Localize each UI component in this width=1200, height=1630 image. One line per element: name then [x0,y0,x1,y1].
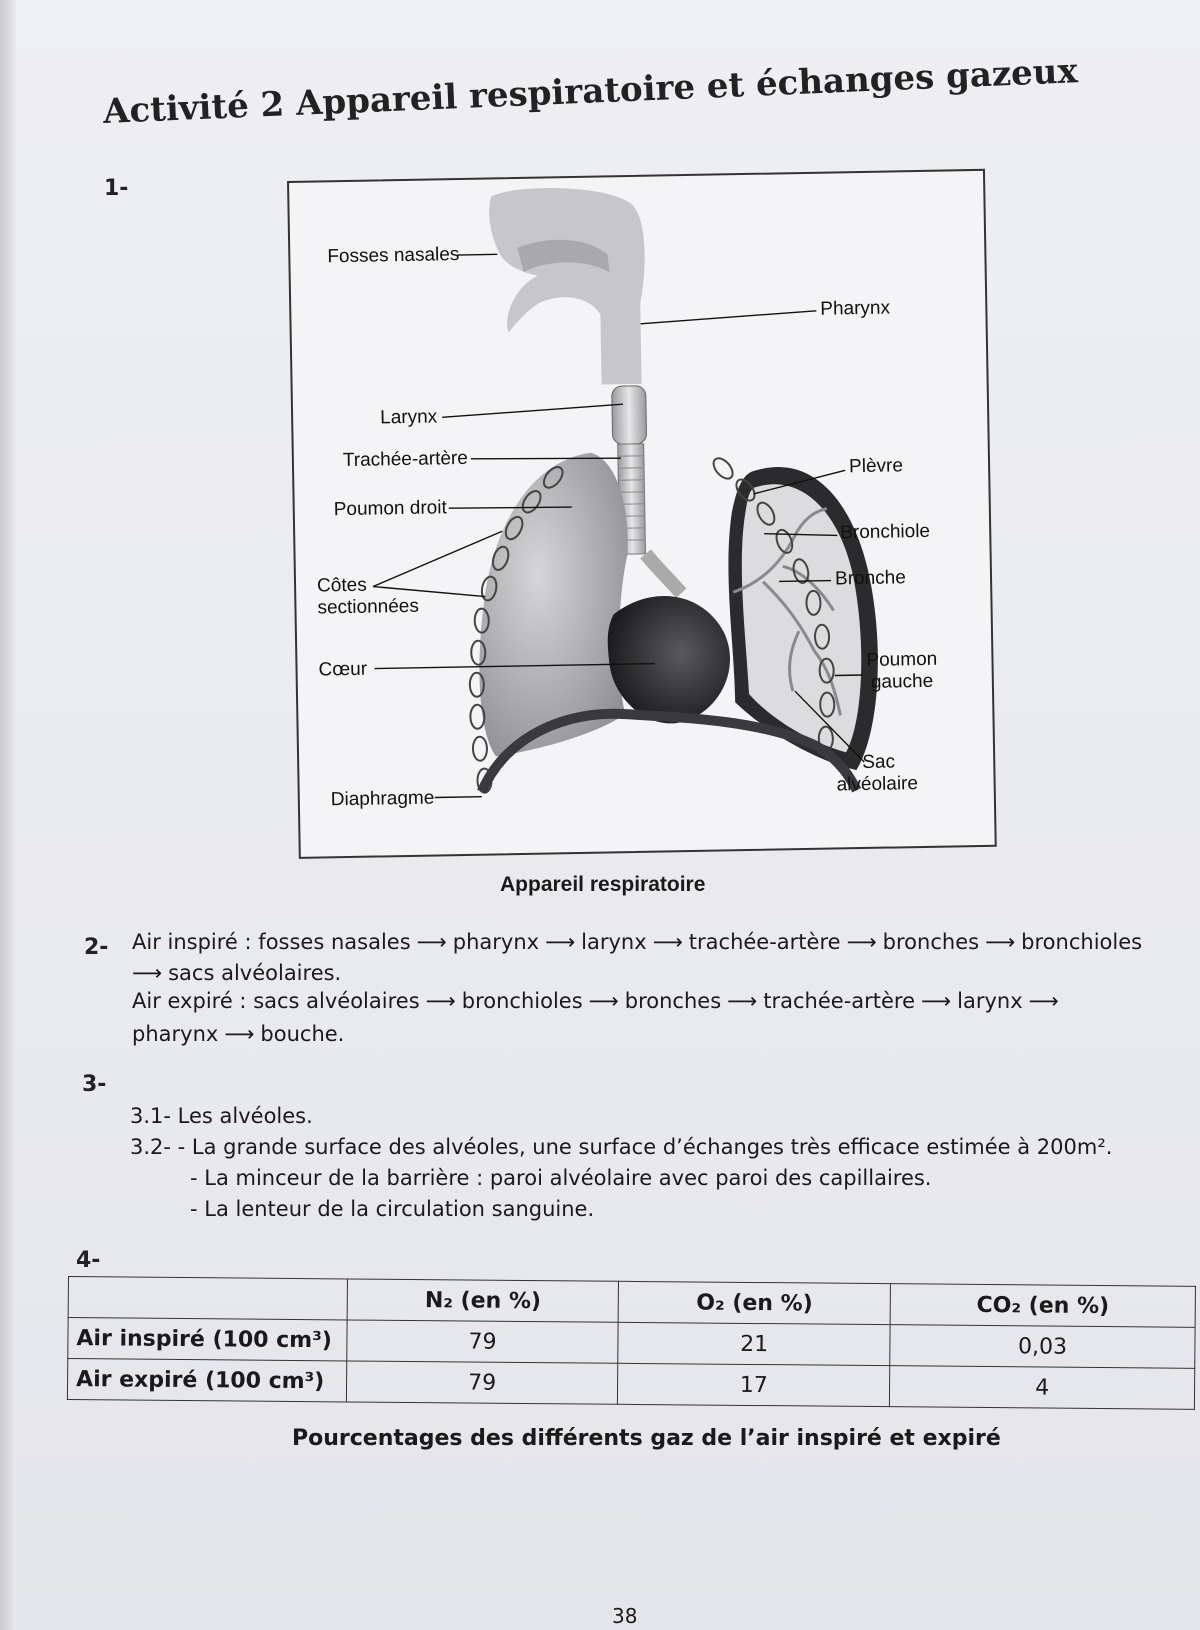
path-step: bronchioles [1021,930,1143,954]
table-header-cell: CO₂ (en %) [890,1284,1195,1328]
label-poumon-droit: Poumon droit [333,497,447,521]
section-2-number: 2- [84,935,109,960]
label-bronche: Bronche [834,567,907,590]
path-step: sacs alvéolaires. [168,961,342,985]
cell-o2: 17 [618,1363,890,1406]
page-binding [0,0,16,1630]
page-title: Activité 2 Appareil respiratoire et échanges gazeux [102,51,1079,132]
path-step: pharynx [132,1022,219,1046]
path-step: bronchioles [461,989,583,1013]
path-step: larynx [957,989,1023,1013]
air-expire-label: Air expiré : [132,989,247,1013]
path-step: fosses nasales [258,930,411,954]
larynx-shape [612,386,647,445]
section-3-number: 3- [82,1072,107,1097]
path-step: bronches [624,989,722,1013]
path-step: bronches [882,930,980,954]
cell-o2: 21 [618,1322,890,1365]
cell-co2: 0,03 [890,1325,1195,1369]
label-poumon-gauche-2: gauche [870,670,934,693]
answer-3-2-a: 3.2- - La grande surface des alvéoles, une surface d’échanges très efficace estimée à 200m². [130,1135,1113,1159]
path-step: bouche. [260,1022,345,1046]
table-header-cell [68,1277,347,1320]
respiratory-diagram [286,168,998,860]
air-expire-line-1: Air expiré : sacs alvéolaires ⟶ bronchioles ⟶ bronches ⟶ trachée-artère ⟶ larynx ⟶ [132,989,1059,1013]
air-inspire-line-1: Air inspiré : fosses nasales ⟶ pharynx ⟶ larynx ⟶ trachée-artère ⟶ bronches ⟶ bronchioles [132,930,1143,954]
respiratory-figure [286,168,998,860]
answer-3-1: 3.1- Les alvéoles. [130,1104,313,1128]
label-sac-1: Sac [862,751,896,774]
cell-co2: 4 [890,1366,1195,1410]
row-label: Air inspiré (100 cm³) [68,1318,347,1361]
path-step: trachée-artère [688,930,841,954]
label-diaphragme: Diaphragme [330,787,435,811]
label-poumon-gauche-1: Poumon [866,648,938,671]
answer-3-2-c: - La lenteur de la circulation sanguine. [190,1197,595,1221]
label-fosses-nasales: Fosses nasales [327,243,460,268]
air-expire-line-2: pharynx ⟶ bouche. [132,1022,345,1046]
cell-n2: 79 [347,1320,619,1363]
section-1-number: 1- [104,176,129,201]
label-trachee: Trachée-artère [342,447,469,472]
air-inspire-label: Air inspiré : [132,930,252,954]
label-pharynx: Pharynx [820,297,891,320]
path-step: sacs alvéolaires [253,989,420,1013]
answer-3-2-b: - La minceur de la barrière : paroi alvéolaire avec paroi des capillaires. [190,1166,932,1190]
figure-caption: Appareil respiratoire [500,873,706,896]
section-4-number: 4- [76,1248,101,1273]
gas-table [67,1276,1196,1410]
path-step: trachée-artère [763,989,916,1013]
cell-n2: 79 [346,1361,618,1404]
label-larynx: Larynx [379,406,438,429]
page-number: 38 [612,1604,638,1628]
label-coeur: Cœur [318,658,368,681]
label-cotes-1: Côtes [316,574,367,597]
table-caption: Pourcentages des différents gaz de l’air inspiré et expiré [292,1426,1001,1451]
table-header-cell: O₂ (en %) [618,1281,890,1324]
row-label: Air expiré (100 cm³) [67,1359,346,1402]
table-row [67,1359,1194,1410]
table-header-cell: N₂ (en %) [347,1279,619,1322]
label-sac-2: alvéolaire [836,773,919,796]
path-step: pharynx [452,930,540,954]
label-bronchiole: Bronchiole [840,520,931,544]
path-step: larynx [581,930,647,954]
label-plevre: Plèvre [848,455,904,478]
air-inspire-line-2: ⟶ sacs alvéolaires. [132,961,342,985]
label-cotes-2: sectionnées [317,595,420,619]
